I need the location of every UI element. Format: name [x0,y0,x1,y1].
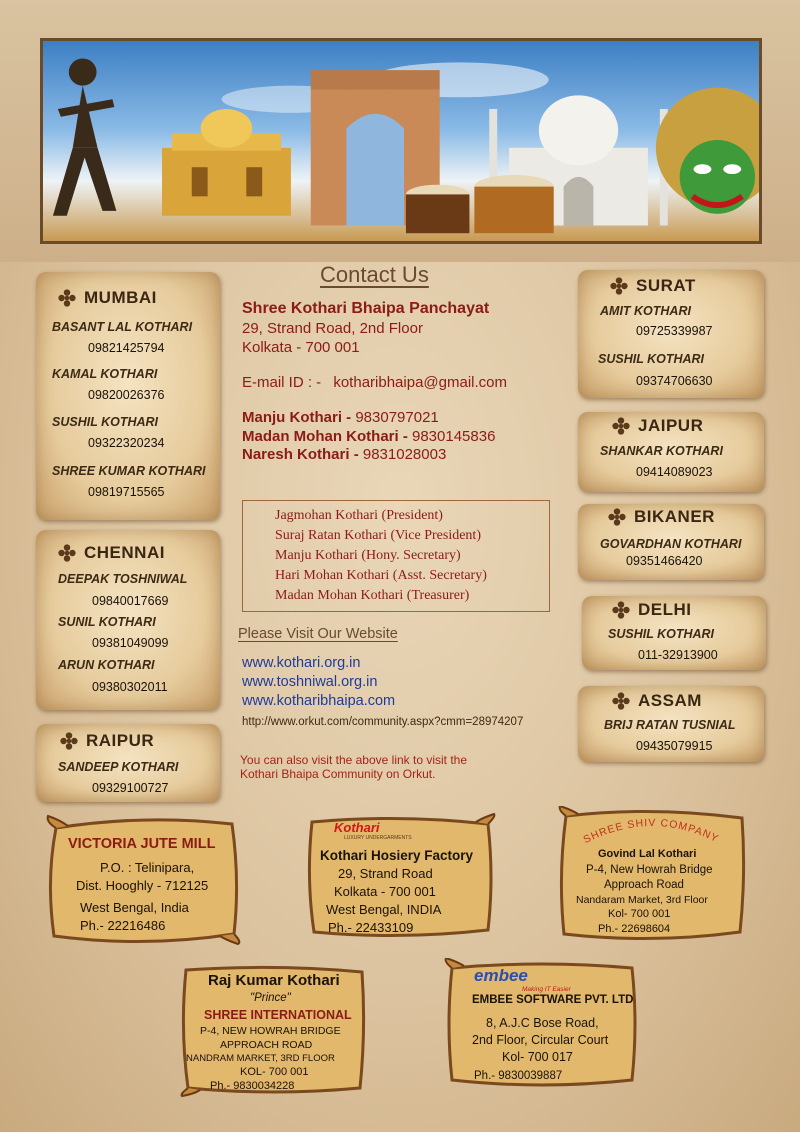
city-card-raipur [36,724,220,802]
ad-line: Kol- 700 001 [608,908,671,920]
phone-row [242,446,446,463]
person-phone: 09380302011 [92,680,168,694]
phone-row [242,409,439,426]
person-name: SUSHIL KOTHARI [52,415,159,429]
kothari-logo: Kothari [334,820,380,835]
kathakali-face-icon [656,88,759,214]
flower-icon [60,732,78,750]
golden-temple-icon [162,109,291,216]
person-phone: 09381049099 [92,636,169,650]
flower-icon [612,692,630,710]
city-name: DELHI [638,600,692,619]
ad-company: SHREE INTERNATIONAL [204,1008,352,1022]
flower-icon [612,417,630,435]
city-name: CHENNAI [84,543,165,562]
embee-logo: embee [474,966,528,985]
ad-line: Ph.- 22216486 [80,918,166,933]
city-heading [612,691,702,711]
ad-line: Ph.- 22433109 [328,920,414,935]
phone-number: 9830797021 [355,409,439,426]
orkut-link[interactable]: http://www.orkut.com/community.aspx?cmm=28974207 [242,716,524,728]
person-phone: 09820026376 [88,388,165,402]
ad-scroll-victoria-jute-mill [46,814,242,946]
ad-name: Raj Kumar Kothari [208,972,340,989]
city-heading [58,288,157,308]
person-phone: 09840017669 [92,594,169,608]
city-name: SURAT [636,276,696,295]
person-name: KAMAL KOTHARI [52,367,158,381]
orkut-note: You can also visit the above link to visit the [240,753,468,767]
person-name: ARUN KOTHARI [58,658,155,672]
ad-scroll-kothari-hosiery [304,812,496,942]
person-name: BASANT LAL KOTHARI [52,320,193,334]
ad-line: P.O. : Telinipara, [100,860,195,875]
person-name: BRIJ RATAN TUSNIAL [604,718,736,732]
email-link[interactable]: kotharibhaipa@gmail.com [333,374,507,391]
contact-title: Contact Us [320,262,429,287]
person-name: SUSHIL KOTHARI [608,627,715,641]
ad-line: 2nd Floor, Circular Court [472,1033,609,1047]
ad-line: NANDRAM MARKET, 3RD FLOOR [186,1053,335,1064]
flower-icon [58,544,76,562]
ad-line: Dist. Hooghly - 712125 [76,878,209,893]
ad-line: KOL- 700 001 [240,1066,309,1078]
person-phone: 09351466420 [626,554,703,568]
ad-line: Ph.- 22698604 [598,923,671,935]
ad-line: Ph.- 9830034228 [210,1080,295,1092]
person-phone: 09414089023 [636,465,713,479]
city-heading [610,276,696,296]
person-phone: 09821425794 [88,341,165,355]
city-name: RAIPUR [86,731,155,750]
person-name: GOVARDHAN KOTHARI [600,537,742,551]
person-name: DEEPAK TOSHNIWAL [58,572,188,586]
ad-arc-title: SHREE SHIV COMPANY [581,816,721,847]
city-name: JAIPUR [638,416,704,435]
ad-scroll-shree-international [178,962,370,1098]
city-name: ASSAM [638,691,702,710]
person-phone: 011-32913900 [638,648,718,662]
ad-line: P-4, NEW HOWRAH BRIDGE [200,1025,341,1037]
ad-scroll-embee-software [444,958,640,1090]
officer-item: Manju Kothari (Hony. Secretary) [275,548,461,563]
city-card-surat [578,270,764,398]
phone-contact-name: Madan Mohan Kothari - [242,428,408,445]
ad-line: Kol- 700 017 [502,1050,573,1064]
phone-number: 9830145836 [412,428,496,445]
officers-box [242,500,550,612]
ad-nickname: "Prince" [250,992,291,1004]
heritage-banner-image [40,38,762,244]
ad-company: EMBEE SOFTWARE PVT. LTD [472,994,634,1006]
nataraja-statue-icon [53,58,116,215]
email-row [242,374,507,391]
orkut-note: Kothari Bhaipa Community on Orkut. [240,767,436,781]
person-phone: 09435079915 [636,739,713,753]
email-label: E-mail ID : - [242,374,322,391]
officer-item: Madan Mohan Kothari (Treasurer) [275,588,470,603]
person-phone: 09725339987 [636,324,713,338]
phone-number: 9831028003 [362,446,447,463]
city-heading [608,507,715,527]
ad-line: 29, Strand Road [338,866,433,881]
website-link[interactable]: www.kothari.org.in [242,655,361,671]
ad-title: VICTORIA JUTE MILL [68,836,216,852]
ad-line: 8, A.J.C Bose Road, [486,1016,599,1030]
person-name: AMIT KOTHARI [600,304,691,318]
flower-icon [608,508,626,526]
city-heading [612,416,703,436]
city-card-mumbai [36,272,220,520]
ad-line: Nandaram Market, 3rd Floor [576,894,708,906]
city-heading [612,600,692,620]
officer-item: Jagmohan Kothari (President) [275,508,443,523]
person-name: SHREE KUMAR KOTHARI [52,464,206,478]
org-name: Shree Kothari Bhaipa Panchayat [242,300,490,317]
ad-line: APPROACH ROAD [220,1039,313,1051]
ad-line: P-4, New Howrah Bridge [586,864,713,876]
embee-tagline: Making IT Easier [522,986,571,993]
flower-icon [612,601,630,619]
city-card-bikaner [578,504,764,580]
ad-line: Ph.- 9830039887 [474,1070,563,1082]
city-heading [60,731,154,751]
person-name: SANDEEP KOTHARI [58,760,179,774]
officer-item: Hari Mohan Kothari (Asst. Secretary) [275,568,487,583]
phone-contact-name: Naresh Kothari - [242,446,359,463]
website-heading: Please Visit Our Website [238,626,398,642]
city-card-assam [578,686,764,762]
ad-line: Kolkata - 700 001 [334,884,436,899]
person-phone: 09819715565 [88,485,165,499]
city-name: BIKANER [634,507,715,526]
city-card-chennai [36,530,220,710]
person-name: SUNIL KOTHARI [58,615,156,629]
address-line: 29, Strand Road, 2nd Floor [242,320,423,337]
ad-line: Approach Road [604,879,684,891]
flower-icon [58,289,76,307]
address-line: Kolkata - 700 001 [242,339,360,356]
phone-row [242,428,495,445]
city-name: MUMBAI [84,288,157,307]
website-link[interactable]: www.toshniwal.org.in [242,674,378,690]
flower-icon [610,277,628,295]
person-name: SUSHIL KOTHARI [598,352,705,366]
person-phone: 09322320234 [88,436,165,450]
ad-title: Kothari Hosiery Factory [320,848,474,863]
city-heading [58,543,165,563]
person-phone: 09329100727 [92,781,169,795]
officer-item: Suraj Ratan Kothari (Vice President) [275,528,481,543]
ad-line: West Bengal, India [80,900,189,915]
person-phone: 09374706630 [636,374,713,388]
ad-line: West Bengal, INDIA [326,902,442,917]
ad-scroll-shree-shiv-company [556,806,748,944]
ad-name: Govind Lal Kothari [598,848,697,860]
phone-contact-name: Manju Kothari - [242,409,352,426]
website-link[interactable]: www.kotharibhaipa.com [242,693,396,709]
city-card-jaipur [578,412,764,492]
city-card-delhi [582,596,766,670]
person-name: SHANKAR KOTHARI [600,444,723,458]
kothari-logo-tagline: LUXURY UNDERGARMENTS [344,835,412,841]
